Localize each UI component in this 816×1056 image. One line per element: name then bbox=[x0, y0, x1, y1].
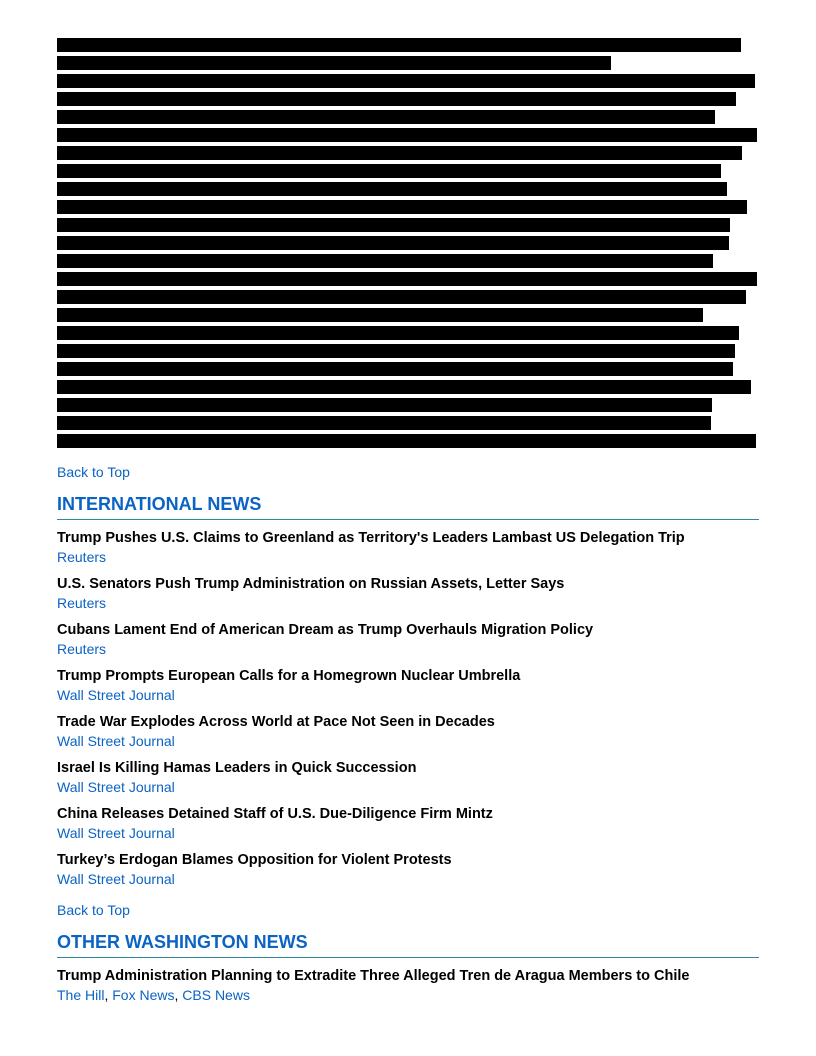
article-headline[interactable]: Trump Prompts European Calls for a Homegrown Nuclear Umbrella bbox=[57, 668, 521, 684]
article-item bbox=[57, 667, 759, 704]
article-headline[interactable]: Trump Pushes U.S. Claims to Greenland as Territory's Leaders Lambast US Delegation Trip bbox=[57, 530, 685, 546]
source-link[interactable]: Wall Street Journal bbox=[57, 825, 175, 841]
redaction-bar bbox=[57, 362, 733, 376]
article-item bbox=[57, 967, 759, 1004]
redaction-bar bbox=[57, 290, 746, 304]
redaction-bar bbox=[57, 398, 712, 412]
article-item bbox=[57, 575, 759, 612]
redaction-bar bbox=[57, 308, 703, 322]
source-link[interactable]: Fox News bbox=[112, 987, 175, 1003]
source-link[interactable]: Reuters bbox=[57, 549, 107, 565]
source-link[interactable]: Wall Street Journal bbox=[57, 687, 175, 703]
redaction-bar bbox=[57, 110, 715, 124]
article-headline[interactable]: U.S. Senators Push Trump Administration on Russian Assets, Letter Says bbox=[57, 576, 565, 592]
article-headline[interactable]: Israel Is Killing Hamas Leaders in Quick Succession bbox=[57, 760, 417, 776]
source-link[interactable]: The Hill bbox=[57, 987, 105, 1003]
redacted-text-block bbox=[57, 38, 757, 452]
source-link[interactable]: Wall Street Journal bbox=[57, 779, 175, 795]
article-headline[interactable]: Turkey’s Erdogan Blames Opposition for Violent Protests bbox=[57, 852, 452, 868]
source-link[interactable]: Reuters bbox=[57, 595, 107, 611]
back-to-top-link[interactable]: Back to Top bbox=[57, 464, 130, 480]
source-link[interactable]: Reuters bbox=[57, 641, 107, 657]
article-headline[interactable]: China Releases Detained Staff of U.S. Due-Diligence Firm Mintz bbox=[57, 806, 493, 822]
source-link[interactable]: Wall Street Journal bbox=[57, 871, 175, 887]
redaction-bar bbox=[57, 434, 756, 448]
article-headline[interactable]: Trump Administration Planning to Extradite Three Alleged Tren de Aragua Members to Chile bbox=[57, 968, 690, 984]
redaction-bar bbox=[57, 200, 747, 214]
source-link[interactable]: Wall Street Journal bbox=[57, 733, 175, 749]
redaction-bar bbox=[57, 218, 730, 232]
article-item bbox=[57, 621, 759, 658]
article-item bbox=[57, 851, 759, 888]
redaction-bar bbox=[57, 74, 755, 88]
redaction-bar bbox=[57, 182, 727, 196]
section-title-other-washington: OTHER WASHINGTON NEWS bbox=[57, 932, 759, 958]
source-separator: , bbox=[104, 987, 113, 1003]
redaction-bar bbox=[57, 128, 757, 142]
redaction-bar bbox=[57, 56, 611, 70]
redaction-bar bbox=[57, 236, 729, 250]
redaction-bar bbox=[57, 254, 713, 268]
redaction-bar bbox=[57, 344, 735, 358]
article-item bbox=[57, 805, 759, 842]
redaction-bar bbox=[57, 326, 739, 340]
redaction-bar bbox=[57, 272, 757, 286]
article-item bbox=[57, 759, 759, 796]
source-link[interactable]: CBS News bbox=[182, 987, 250, 1003]
article-headline[interactable]: Trade War Explodes Across World at Pace Not Seen in Decades bbox=[57, 714, 495, 730]
source-separator: , bbox=[174, 987, 183, 1003]
section-title-international: INTERNATIONAL NEWS bbox=[57, 494, 759, 520]
article-item bbox=[57, 529, 759, 566]
article-item bbox=[57, 713, 759, 750]
redaction-bar bbox=[57, 92, 736, 106]
redaction-bar bbox=[57, 416, 711, 430]
redaction-bar bbox=[57, 164, 721, 178]
back-to-top-link[interactable]: Back to Top bbox=[57, 902, 130, 918]
redaction-bar bbox=[57, 146, 742, 160]
redaction-bar bbox=[57, 38, 741, 52]
article-headline[interactable]: Cubans Lament End of American Dream as Trump Overhauls Migration Policy bbox=[57, 622, 594, 638]
redaction-bar bbox=[57, 380, 751, 394]
